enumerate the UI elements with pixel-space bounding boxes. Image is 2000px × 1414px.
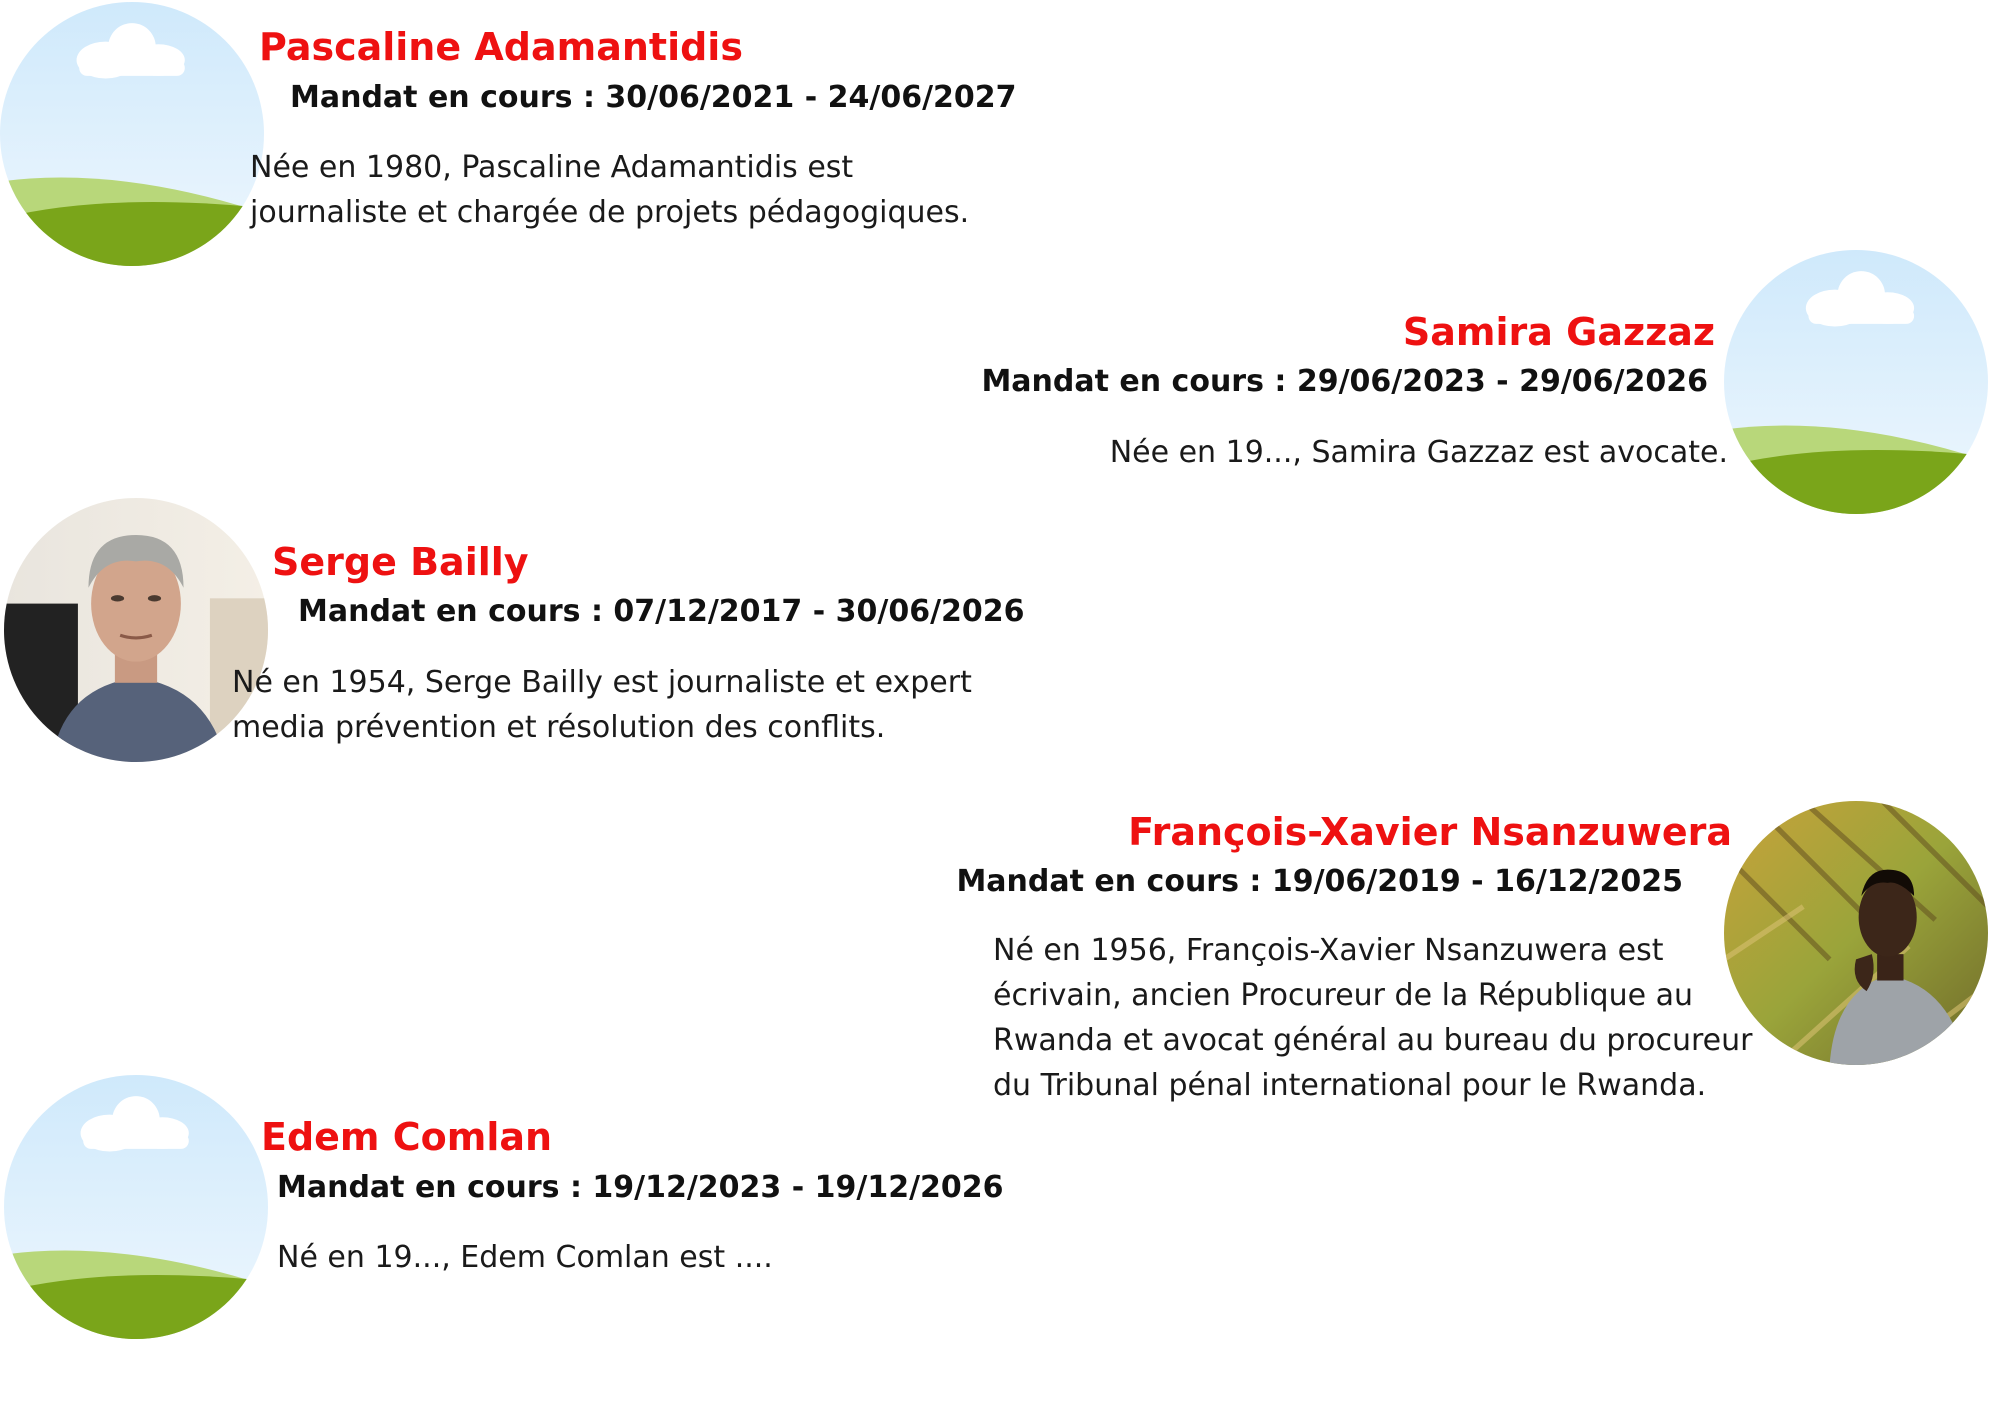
member-name: François-Xavier Nsanzuwera [1128,810,1732,854]
placeholder-photo-icon [1724,250,1988,514]
placeholder-photo-icon [0,2,264,266]
portrait-photo [4,498,268,762]
member-name: Edem Comlan [261,1115,553,1159]
member-name: Pascaline Adamantidis [259,25,743,69]
member-bio: Né en 19..., Edem Comlan est .... [277,1240,773,1275]
member-mandate: Mandat en cours : 19/06/2019 - 16/12/2025 [956,864,1683,899]
member-bio: Née en 1980, Pascaline Adamantidis est journaliste et chargée de projets pédagogiques. [250,150,970,230]
portrait-photo [1724,801,1988,1065]
member-bio: Né en 1954, Serge Bailly est journaliste et expert media prévention et résolution des conflits. [232,665,972,745]
member-mandate: Mandat en cours : 30/06/2021 - 24/06/2027 [290,80,1017,115]
member-mandate: Mandat en cours : 29/06/2023 - 29/06/2026 [981,364,1708,399]
member-bio: Née en 19..., Samira Gazzaz est avocate. [1109,435,1728,470]
member-name: Samira Gazzaz [1402,310,1715,354]
member-bio: Né en 1956, François-Xavier Nsanzuwera est écrivain, ancien Procureur de la République au Rwanda et avocat général au bureau du procureur du Tribunal pénal international pour le Rwanda. [993,933,1753,1103]
member-mandate: Mandat en cours : 19/12/2023 - 19/12/2026 [277,1170,1004,1205]
member-mandate: Mandat en cours : 07/12/2017 - 30/06/2026 [298,594,1025,629]
member-name: Serge Bailly [272,540,529,584]
placeholder-photo-icon [4,1075,268,1339]
